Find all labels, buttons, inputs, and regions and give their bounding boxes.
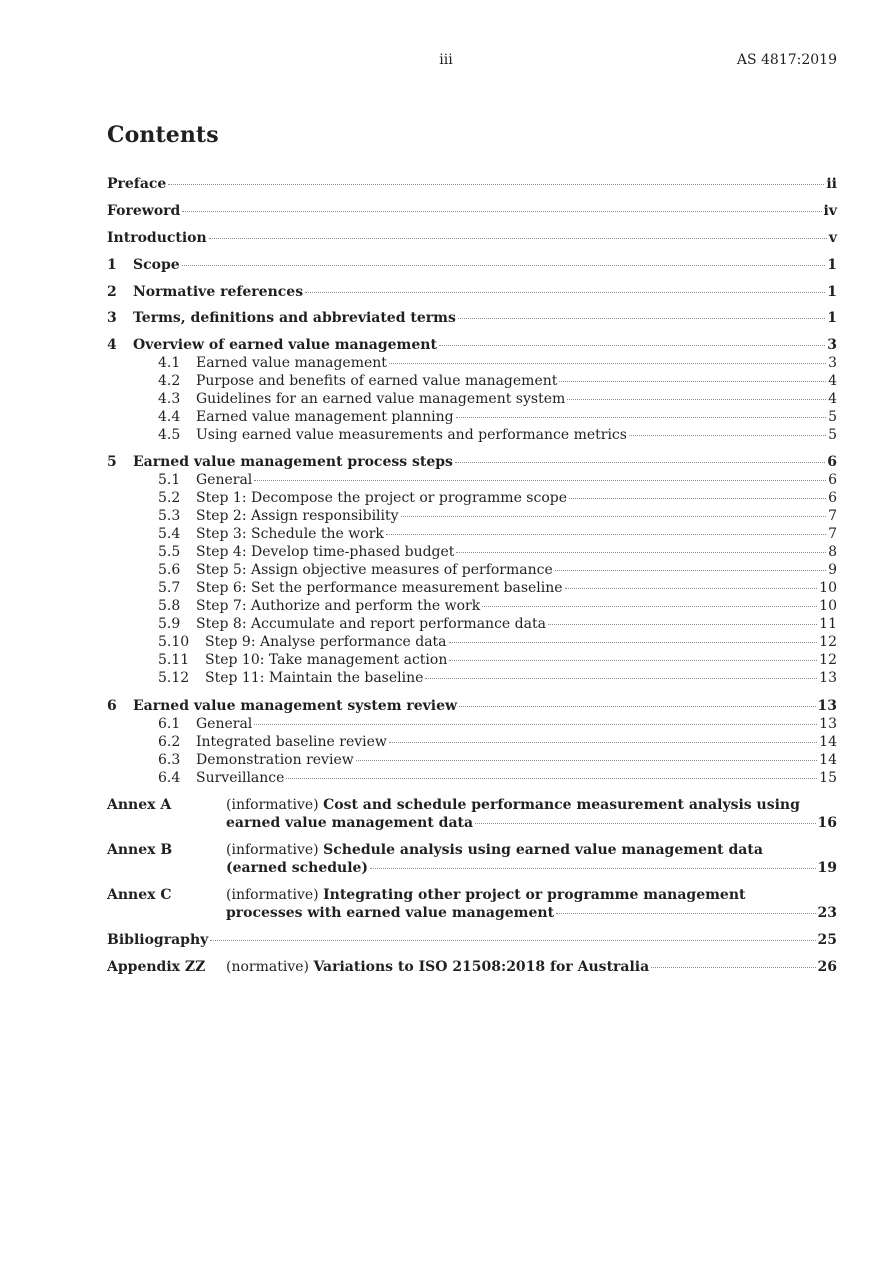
toc-entry-page: 13 [817, 698, 837, 714]
dot-leader [565, 588, 818, 589]
toc-entry-text: Step 11: Maintain the baseline [205, 670, 424, 686]
toc-entry-page: 15 [819, 770, 837, 786]
dot-leader [389, 363, 826, 364]
toc-entry-text: Step 9: Analyse performance data [205, 634, 447, 650]
annex-type: (informative) [226, 842, 319, 858]
dot-leader [168, 184, 824, 185]
dot-leader [386, 534, 826, 535]
toc-annex-b[interactable] [107, 841, 837, 879]
toc-entry-number: 5.2 [158, 490, 181, 506]
toc-entry-text: Preface [107, 176, 167, 192]
toc-entry-4-3[interactable] [107, 390, 837, 408]
toc-entry-text: Surveillance [196, 770, 285, 786]
toc-entry-text: Normative references [133, 284, 304, 300]
toc-entry-text: Purpose and benefits of earned value management [196, 373, 558, 389]
toc-entry-text: Step 2: Assign responsibility [196, 508, 399, 524]
toc-entry-text: Foreword [107, 203, 181, 219]
toc-entry-text: Earned value management system review [133, 698, 458, 714]
toc-entry-page: iv [823, 203, 837, 219]
toc-entry-page: 12 [819, 652, 837, 668]
toc-entry-number: 5.4 [158, 526, 181, 542]
toc-entry-page: 4 [828, 373, 837, 389]
toc-entry-page: 12 [819, 634, 837, 650]
toc-entry-number: 4.5 [158, 427, 181, 443]
page-number: iii [439, 52, 453, 68]
toc-entry-5-1[interactable] [107, 471, 837, 489]
toc-entry-1[interactable] [107, 256, 837, 274]
annex-label: Annex A [107, 797, 172, 813]
toc-entry-text: Step 10: Take management action [205, 652, 448, 668]
toc-entry-page: v [828, 230, 837, 246]
toc-appendix-zz[interactable] [107, 958, 837, 976]
toc-entry-page: 3 [828, 355, 837, 371]
toc-entry-page: 14 [819, 734, 837, 750]
toc-entry-page: 5 [828, 427, 837, 443]
toc-annex-a[interactable] [107, 796, 837, 834]
toc-entry-3[interactable] [107, 309, 837, 327]
dot-leader [449, 642, 818, 643]
annex-page: 23 [817, 905, 837, 921]
dot-leader [401, 516, 827, 517]
toc-entry-page: 4 [828, 391, 837, 407]
toc-entry-page: 10 [819, 580, 837, 596]
toc-entry-number: 5.7 [158, 580, 181, 596]
annex-type: (informative) [226, 887, 319, 903]
dot-leader [456, 417, 826, 418]
toc-annex-c[interactable] [107, 886, 837, 924]
dot-leader [209, 238, 827, 239]
dot-leader [254, 480, 826, 481]
toc-entry-number: 1 [107, 257, 117, 273]
dot-leader [389, 742, 817, 743]
toc-entry-preface[interactable] [107, 175, 837, 193]
annex-page: 26 [817, 959, 837, 975]
dot-leader [482, 606, 817, 607]
annex-title-line2: processes with earned value management [226, 905, 555, 921]
annex-page: 16 [817, 815, 837, 831]
annex-title: Variations to ISO 21508:2018 for Australia [313, 959, 650, 975]
toc-entry-6-2[interactable] [107, 733, 837, 751]
dot-leader [559, 381, 826, 382]
annex-page: 19 [817, 860, 837, 876]
toc-entry-text: Earned value management planning [196, 409, 454, 425]
toc-entry-number: 5.8 [158, 598, 181, 614]
toc-entry-text: Step 8: Accumulate and report performance data [196, 616, 546, 632]
toc-entry-5-6[interactable] [107, 561, 837, 579]
annex-label: Annex B [107, 842, 173, 858]
dot-leader [449, 660, 817, 661]
annex-title-line1: Schedule analysis using earned value management data [323, 842, 763, 858]
dot-leader [456, 552, 826, 553]
toc-entry-5[interactable] [107, 453, 837, 471]
dot-leader [305, 292, 825, 293]
toc-entry-number: 6 [107, 698, 117, 714]
toc-entry-number: 5.3 [158, 508, 181, 524]
toc-entry-number: 4.2 [158, 373, 181, 389]
toc-entry-page: 6 [828, 472, 837, 488]
toc-entry-text: Guidelines for an earned value management system [196, 391, 566, 407]
page-title: Contents [107, 122, 219, 148]
toc-entry-number: 6.4 [158, 770, 181, 786]
toc-entry-number: 4.3 [158, 391, 181, 407]
toc-entry-number: 6.1 [158, 716, 181, 732]
toc-entry-text: Step 7: Authorize and perform the work [196, 598, 481, 614]
toc-entry-text: Demonstration review [196, 752, 354, 768]
toc-entry-page: 14 [819, 752, 837, 768]
dot-leader [254, 724, 817, 725]
toc-entry-4[interactable] [107, 336, 837, 354]
toc-entry-number: 5.12 [158, 670, 190, 686]
toc-entry-5-2[interactable] [107, 489, 837, 507]
toc-entry-5-12[interactable] [107, 669, 837, 687]
toc-entry-5-5[interactable] [107, 543, 837, 561]
toc-entry-page: 1 [827, 284, 837, 300]
dot-leader [475, 823, 815, 824]
toc-entry-2[interactable] [107, 283, 837, 301]
toc-entry-number: 4 [107, 337, 117, 353]
dot-leader [182, 265, 826, 266]
toc-entry-number: 2 [107, 284, 117, 300]
annex-label: Annex C [107, 887, 172, 903]
standard-id: AS 4817:2019 [736, 52, 837, 68]
toc-entry-6[interactable] [107, 697, 837, 715]
toc-entry-number: 4.4 [158, 409, 181, 425]
toc-entry-6-4[interactable] [107, 769, 837, 787]
toc-entry-text: General [196, 472, 253, 488]
dot-leader [459, 706, 815, 707]
toc-entry-text: Step 5: Assign objective measures of performance [196, 562, 553, 578]
dot-leader [439, 345, 825, 346]
toc-entry-5-11[interactable] [107, 651, 837, 669]
toc-entry-page: 9 [828, 562, 837, 578]
dot-leader [425, 678, 817, 679]
toc-entry-text: Scope [133, 257, 180, 273]
dot-leader [458, 318, 825, 319]
toc-entry-text: Step 6: Set the performance measurement baseline [196, 580, 563, 596]
dot-leader [556, 913, 815, 914]
toc-entry-page: 7 [828, 508, 837, 524]
toc-entry-page: 1 [827, 310, 837, 326]
dot-leader [548, 624, 817, 625]
dot-leader [356, 760, 817, 761]
toc-entry-bibliography[interactable] [107, 931, 837, 949]
toc-entry-page: 6 [827, 454, 837, 470]
toc-entry-4-1[interactable] [107, 354, 837, 372]
toc-entry-number: 4.1 [158, 355, 181, 371]
toc-entry-page: 10 [819, 598, 837, 614]
toc-entry-text: Introduction [107, 230, 207, 246]
dot-leader [569, 498, 826, 499]
toc-entry-4-2[interactable] [107, 372, 837, 390]
toc-entry-number: 5.9 [158, 616, 181, 632]
toc-entry-number: 5.6 [158, 562, 181, 578]
toc-entry-text: Using earned value measurements and performance metrics [196, 427, 627, 443]
toc-entry-number: 5.11 [158, 652, 190, 668]
dot-leader [182, 211, 821, 212]
toc-entry-text: General [196, 716, 253, 732]
toc-entry-page: 1 [827, 257, 837, 273]
toc-entry-number: 5.5 [158, 544, 181, 560]
toc-entry-5-4[interactable] [107, 525, 837, 543]
toc-entry-page: ii [826, 176, 837, 192]
toc-entry-text: Integrated baseline review [196, 734, 387, 750]
toc-entry-5-3[interactable] [107, 507, 837, 525]
toc-entry-5-7[interactable] [107, 579, 837, 597]
toc-entry-page: 8 [828, 544, 837, 560]
toc-entry-5-9[interactable] [107, 615, 837, 633]
toc-entry-text: Earned value management [196, 355, 387, 371]
toc-entry-6-3[interactable] [107, 751, 837, 769]
annex-type: (informative) [226, 797, 319, 813]
toc-entry-page: 6 [828, 490, 837, 506]
toc-entry-text: Bibliography [107, 932, 209, 948]
toc-entry-page: 13 [819, 716, 837, 732]
annex-type: (normative) [226, 959, 309, 975]
annex-label: Appendix ZZ [107, 959, 206, 975]
annex-title-line2: earned value management data [226, 815, 474, 831]
toc-entry-page: 25 [817, 932, 837, 948]
toc-entry-number: 6.3 [158, 752, 181, 768]
toc-entry-text: Overview of earned value management [133, 337, 437, 353]
toc-entry-page: 13 [819, 670, 837, 686]
toc-entry-text: Earned value management process steps [133, 454, 453, 470]
dot-leader [286, 778, 817, 779]
toc-entry-page: 3 [827, 337, 837, 353]
toc-entry-6-1[interactable] [107, 715, 837, 733]
toc-entry-page: 11 [819, 616, 837, 632]
toc-entry-5-8[interactable] [107, 597, 837, 615]
toc-entry-number: 5 [107, 454, 117, 470]
toc-entry-page: 7 [828, 526, 837, 542]
annex-title-line2: (earned schedule) [226, 860, 369, 876]
toc-entry-page: 5 [828, 409, 837, 425]
toc-entry-text: Step 1: Decompose the project or programme scope [196, 490, 567, 506]
toc-entry-introduction[interactable] [107, 229, 837, 247]
dot-leader [555, 570, 826, 571]
dot-leader [651, 967, 815, 968]
dot-leader [210, 940, 815, 941]
toc-entry-number: 3 [107, 310, 117, 326]
dot-leader [455, 462, 825, 463]
dot-leader [629, 435, 826, 436]
toc-entry-text: Step 4: Develop time-phased budget [196, 544, 455, 560]
annex-title-line1: Cost and schedule performance measurement analysis using [323, 797, 800, 813]
dot-leader [567, 399, 826, 400]
toc-entry-number: 5.1 [158, 472, 181, 488]
dot-leader [370, 868, 815, 869]
annex-title-line1: Integrating other project or programme management [323, 887, 746, 903]
toc-entry-4-5[interactable] [107, 426, 837, 444]
toc-entry-4-4[interactable] [107, 408, 837, 426]
toc-entry-text: Step 3: Schedule the work [196, 526, 384, 542]
toc-entry-number: 6.2 [158, 734, 181, 750]
toc-entry-foreword[interactable] [107, 202, 837, 220]
toc-entry-number: 5.10 [158, 634, 190, 650]
toc-entry-text: Terms, definitions and abbreviated terms [133, 310, 456, 326]
toc-entry-5-10[interactable] [107, 633, 837, 651]
